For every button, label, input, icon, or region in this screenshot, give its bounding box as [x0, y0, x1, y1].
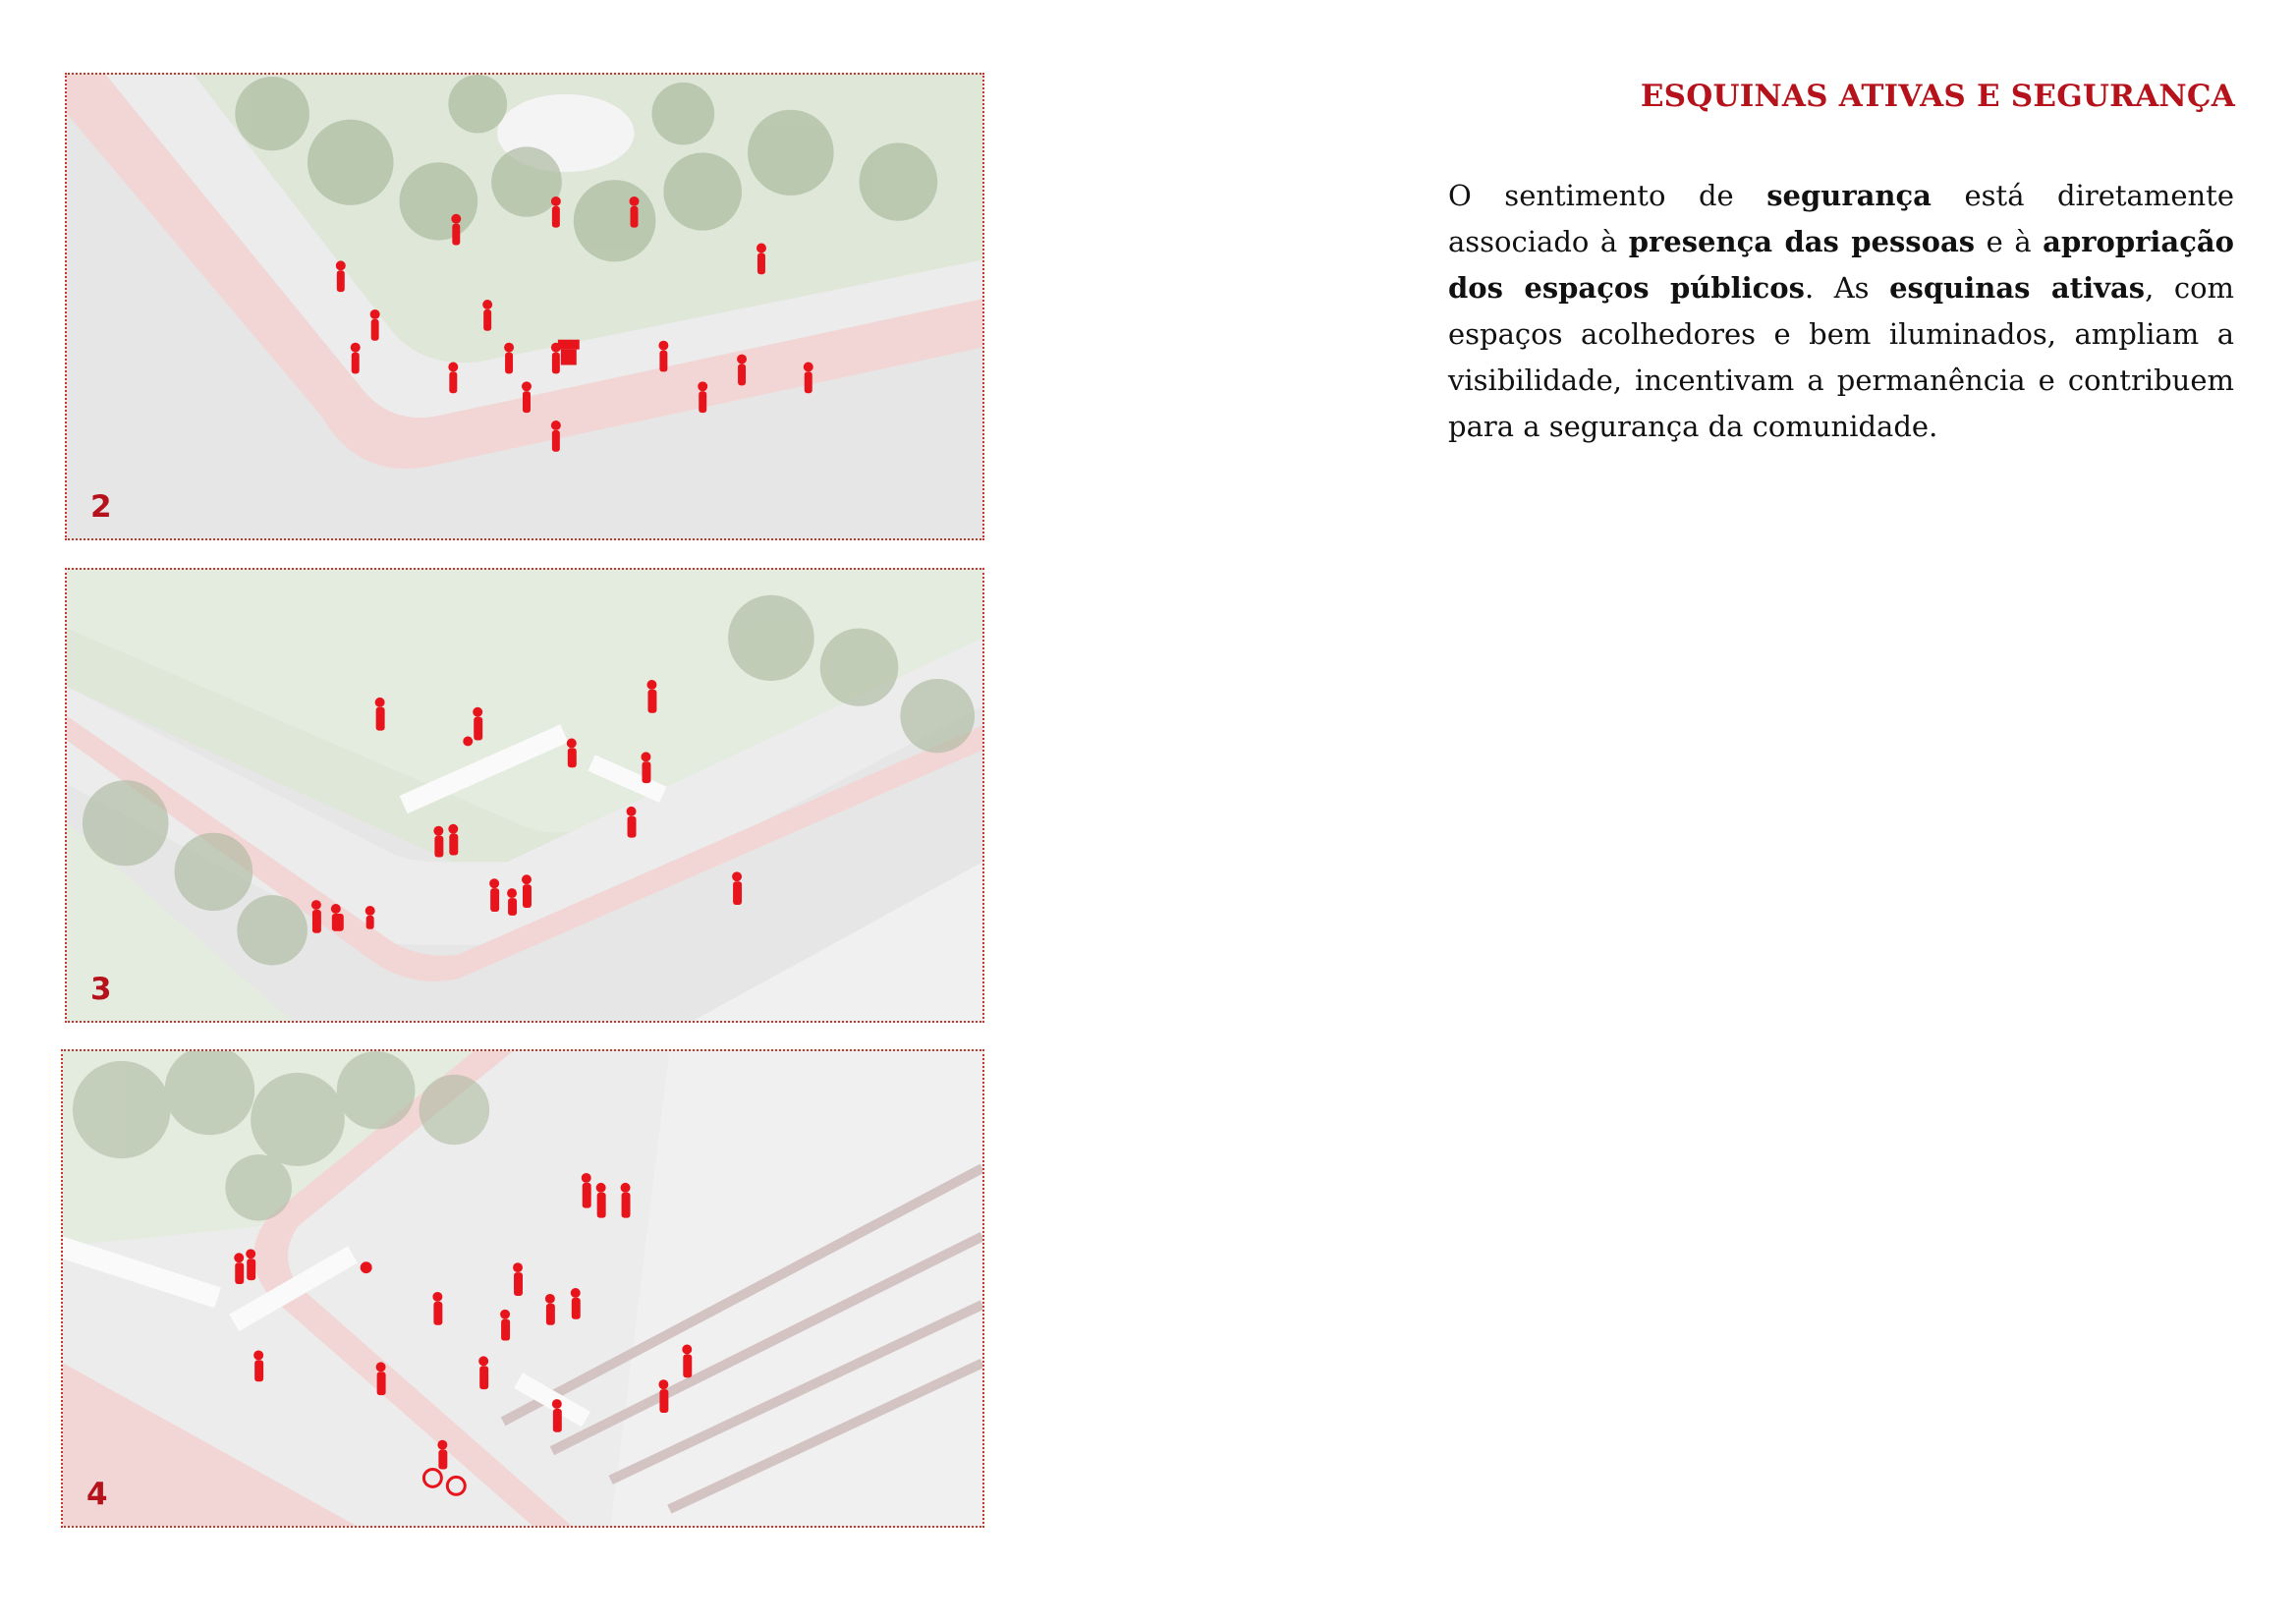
paragraph-text: e à: [1975, 225, 2044, 258]
illustration-panel-3: [65, 568, 984, 1023]
paragraph-bold-term: apropriação dos espaços públicos: [1448, 225, 2235, 305]
paragraph-bold-term: segurança: [1766, 179, 1932, 212]
paragraph-text: , com espaços acolhedores e bem iluminados, ampliam a visibilidade, incentivam a permanência e contribuem para a segurança da comunidade.: [1448, 271, 2235, 443]
corner-illustration-2: [67, 75, 982, 538]
paragraph-text: O sentimento de: [1448, 179, 1767, 212]
panel-number: 2: [90, 489, 112, 525]
paragraph-text: está diretamente associado à: [1448, 179, 2234, 258]
illustration-panel-2: [65, 73, 984, 540]
paragraph-text: . As: [1804, 271, 1890, 305]
paragraph-bold-term: esquinas ativas: [1889, 271, 2146, 305]
panel-number: 4: [86, 1477, 108, 1512]
page-title: ESQUINAS ATIVAS E SEGURANÇA: [1640, 79, 2235, 114]
illustration-panel-4: [61, 1049, 984, 1528]
corner-illustration-3: [67, 570, 982, 1021]
paragraph-bold-term: presença das pessoas: [1628, 225, 1976, 258]
corner-illustration-4: [63, 1051, 982, 1526]
body-paragraph: [1448, 173, 2234, 450]
panel-number: 3: [90, 972, 112, 1007]
